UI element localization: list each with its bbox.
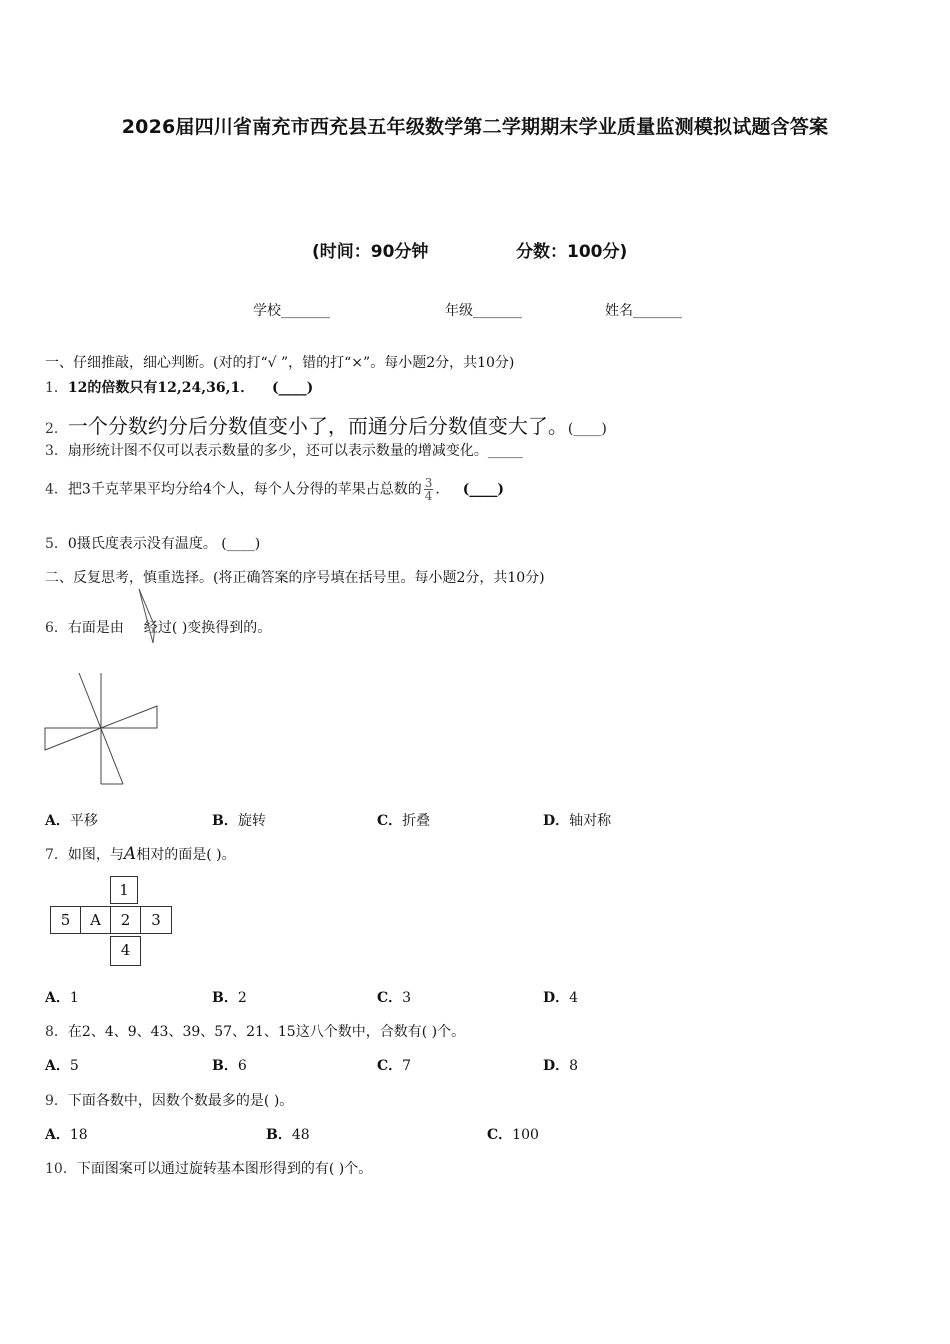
fraction-numerator: 3 [424, 476, 433, 490]
option-text: 平移 [69, 813, 98, 829]
option-letter: B． [212, 990, 238, 1006]
q7-option-c[interactable] [377, 987, 411, 1007]
triangle-right [101, 706, 157, 728]
school-field: 学校_______ [253, 303, 330, 319]
option-text: 2 [237, 990, 247, 1006]
fraction [424, 477, 434, 502]
option-letter: B． [266, 1127, 292, 1143]
section1-heading: 一、仔细推敲，细心判断。(对的打“√ ”，错的打“×”。每小题2分，共10分) [45, 355, 515, 371]
option-letter: A． [45, 813, 70, 829]
q8-option-c[interactable] [377, 1055, 411, 1075]
question-text: 0摄氏度表示没有温度。 [67, 536, 217, 552]
q9-option-a[interactable] [45, 1124, 88, 1144]
question-number: 1． [45, 380, 68, 396]
option-text: 7 [402, 1058, 412, 1074]
variable-a: A [123, 844, 137, 864]
option-letter: D． [543, 990, 570, 1006]
answer-blank: (____) [567, 421, 607, 437]
q7-option-a[interactable] [45, 987, 79, 1007]
grade-field: 年级_______ [445, 303, 522, 319]
triangle-left [45, 728, 101, 750]
question-number: 9． [45, 1093, 68, 1109]
q6-option-a[interactable] [45, 810, 98, 830]
option-text: 5 [69, 1058, 79, 1074]
question-1 [45, 377, 313, 397]
question-text: 一个分数约分后分数值变小了，而通分后分数值变大了。 [67, 414, 568, 438]
question-text: 把3千克苹果平均分给4个人，每个人分得的苹果占总数的 [67, 481, 422, 498]
net-face-right2: 3 [140, 906, 172, 934]
name-field: 姓名_______ [605, 303, 682, 319]
question-number: 10． [45, 1161, 77, 1177]
question-number: 3． [45, 443, 68, 459]
option-text: 4 [569, 990, 579, 1006]
fraction-denominator: 4 [424, 489, 433, 503]
question-4 [45, 477, 504, 502]
option-text: 轴对称 [569, 813, 612, 829]
question-number: 4． [45, 481, 68, 498]
basic-triangle-figure [137, 587, 157, 645]
option-text: 18 [69, 1127, 88, 1143]
option-text: 8 [569, 1058, 579, 1074]
question-text-end: 经过( )变换得到的。 [143, 620, 272, 636]
option-text: 旋转 [237, 813, 266, 829]
rotated-triangles-figure [43, 668, 161, 786]
option-letter: C． [377, 1058, 403, 1074]
question-7 [45, 844, 236, 864]
option-text: 6 [237, 1058, 247, 1074]
question-number: 8． [45, 1024, 68, 1040]
option-letter: B． [212, 813, 238, 829]
question-8 [45, 1021, 465, 1041]
option-text: 100 [512, 1127, 539, 1143]
q8-option-a[interactable] [45, 1055, 79, 1075]
question-10 [45, 1158, 372, 1178]
q7-option-d[interactable] [543, 987, 578, 1007]
q9-option-b[interactable] [266, 1124, 310, 1144]
net-face-center: A [80, 906, 111, 934]
exam-time: (时间：90分钟 [312, 242, 429, 262]
section2-heading: 二、反复思考，慎重选择。(将正确答案的序号填在括号里。每小题2分，共10分) [45, 570, 545, 586]
q6-option-d[interactable] [543, 810, 611, 830]
question-text: 下面图案可以通过旋转基本图形得到的有( )个。 [76, 1161, 373, 1177]
q7-option-b[interactable] [212, 987, 247, 1007]
question-text: 如图，与 [67, 847, 124, 863]
document-title: 2026届四川省南充市西充县五年级数学第二学期期末学业质量监测模拟试题含答案 [121, 116, 829, 138]
option-letter: A． [45, 1058, 70, 1074]
option-letter: D． [543, 1058, 570, 1074]
option-text: 3 [402, 990, 412, 1006]
question-text: 下面各数中，因数个数最多的是( )。 [67, 1093, 294, 1109]
q6-option-c[interactable] [377, 810, 430, 830]
option-letter: A． [45, 990, 70, 1006]
option-text: 折叠 [402, 813, 431, 829]
option-letter: C． [377, 990, 403, 1006]
question-text-end: 相对的面是( )。 [136, 847, 236, 863]
option-text: 48 [291, 1127, 310, 1143]
question-number: 7． [45, 847, 68, 863]
question-6 [45, 617, 271, 637]
q9-option-c[interactable] [487, 1124, 539, 1144]
answer-blank: (____) [272, 380, 314, 396]
option-letter: C． [487, 1127, 513, 1143]
answer-blank: (____) [462, 481, 504, 498]
answer-blank: _____ [487, 443, 523, 459]
question-3 [45, 440, 523, 460]
net-face-right1: 2 [110, 906, 141, 934]
option-letter: C． [377, 813, 403, 829]
option-letter: A． [45, 1127, 70, 1143]
question-number: 6． [45, 620, 68, 636]
answer-blank: (____) [221, 536, 261, 552]
option-text: 1 [69, 990, 79, 1006]
net-face-bottom: 4 [110, 936, 141, 966]
net-face-left: 5 [50, 906, 81, 934]
question-text: 12的倍数只有12,24,36,1． [67, 380, 255, 396]
q8-option-d[interactable] [543, 1055, 578, 1075]
question-5 [45, 533, 260, 553]
question-text: 在2、4、9、43、39、57、21、15这八个数中，合数有( )个。 [67, 1024, 466, 1040]
question-text-end: ． [435, 481, 450, 498]
question-text: 扇形统计图不仅可以表示数量的多少，还可以表示数量的增减变化。 [67, 443, 488, 459]
option-letter: D． [543, 813, 570, 829]
question-text: 右面是由 [67, 620, 124, 636]
q6-option-b[interactable] [212, 810, 266, 830]
question-2 [45, 410, 607, 439]
option-letter: B． [212, 1058, 238, 1074]
exam-score: 分数：100分) [516, 242, 628, 262]
net-face-top: 1 [110, 876, 138, 904]
question-9 [45, 1090, 293, 1110]
question-number: 2． [45, 421, 68, 437]
cube-net-figure [50, 876, 175, 968]
q8-option-b[interactable] [212, 1055, 247, 1075]
question-number: 5． [45, 536, 68, 552]
